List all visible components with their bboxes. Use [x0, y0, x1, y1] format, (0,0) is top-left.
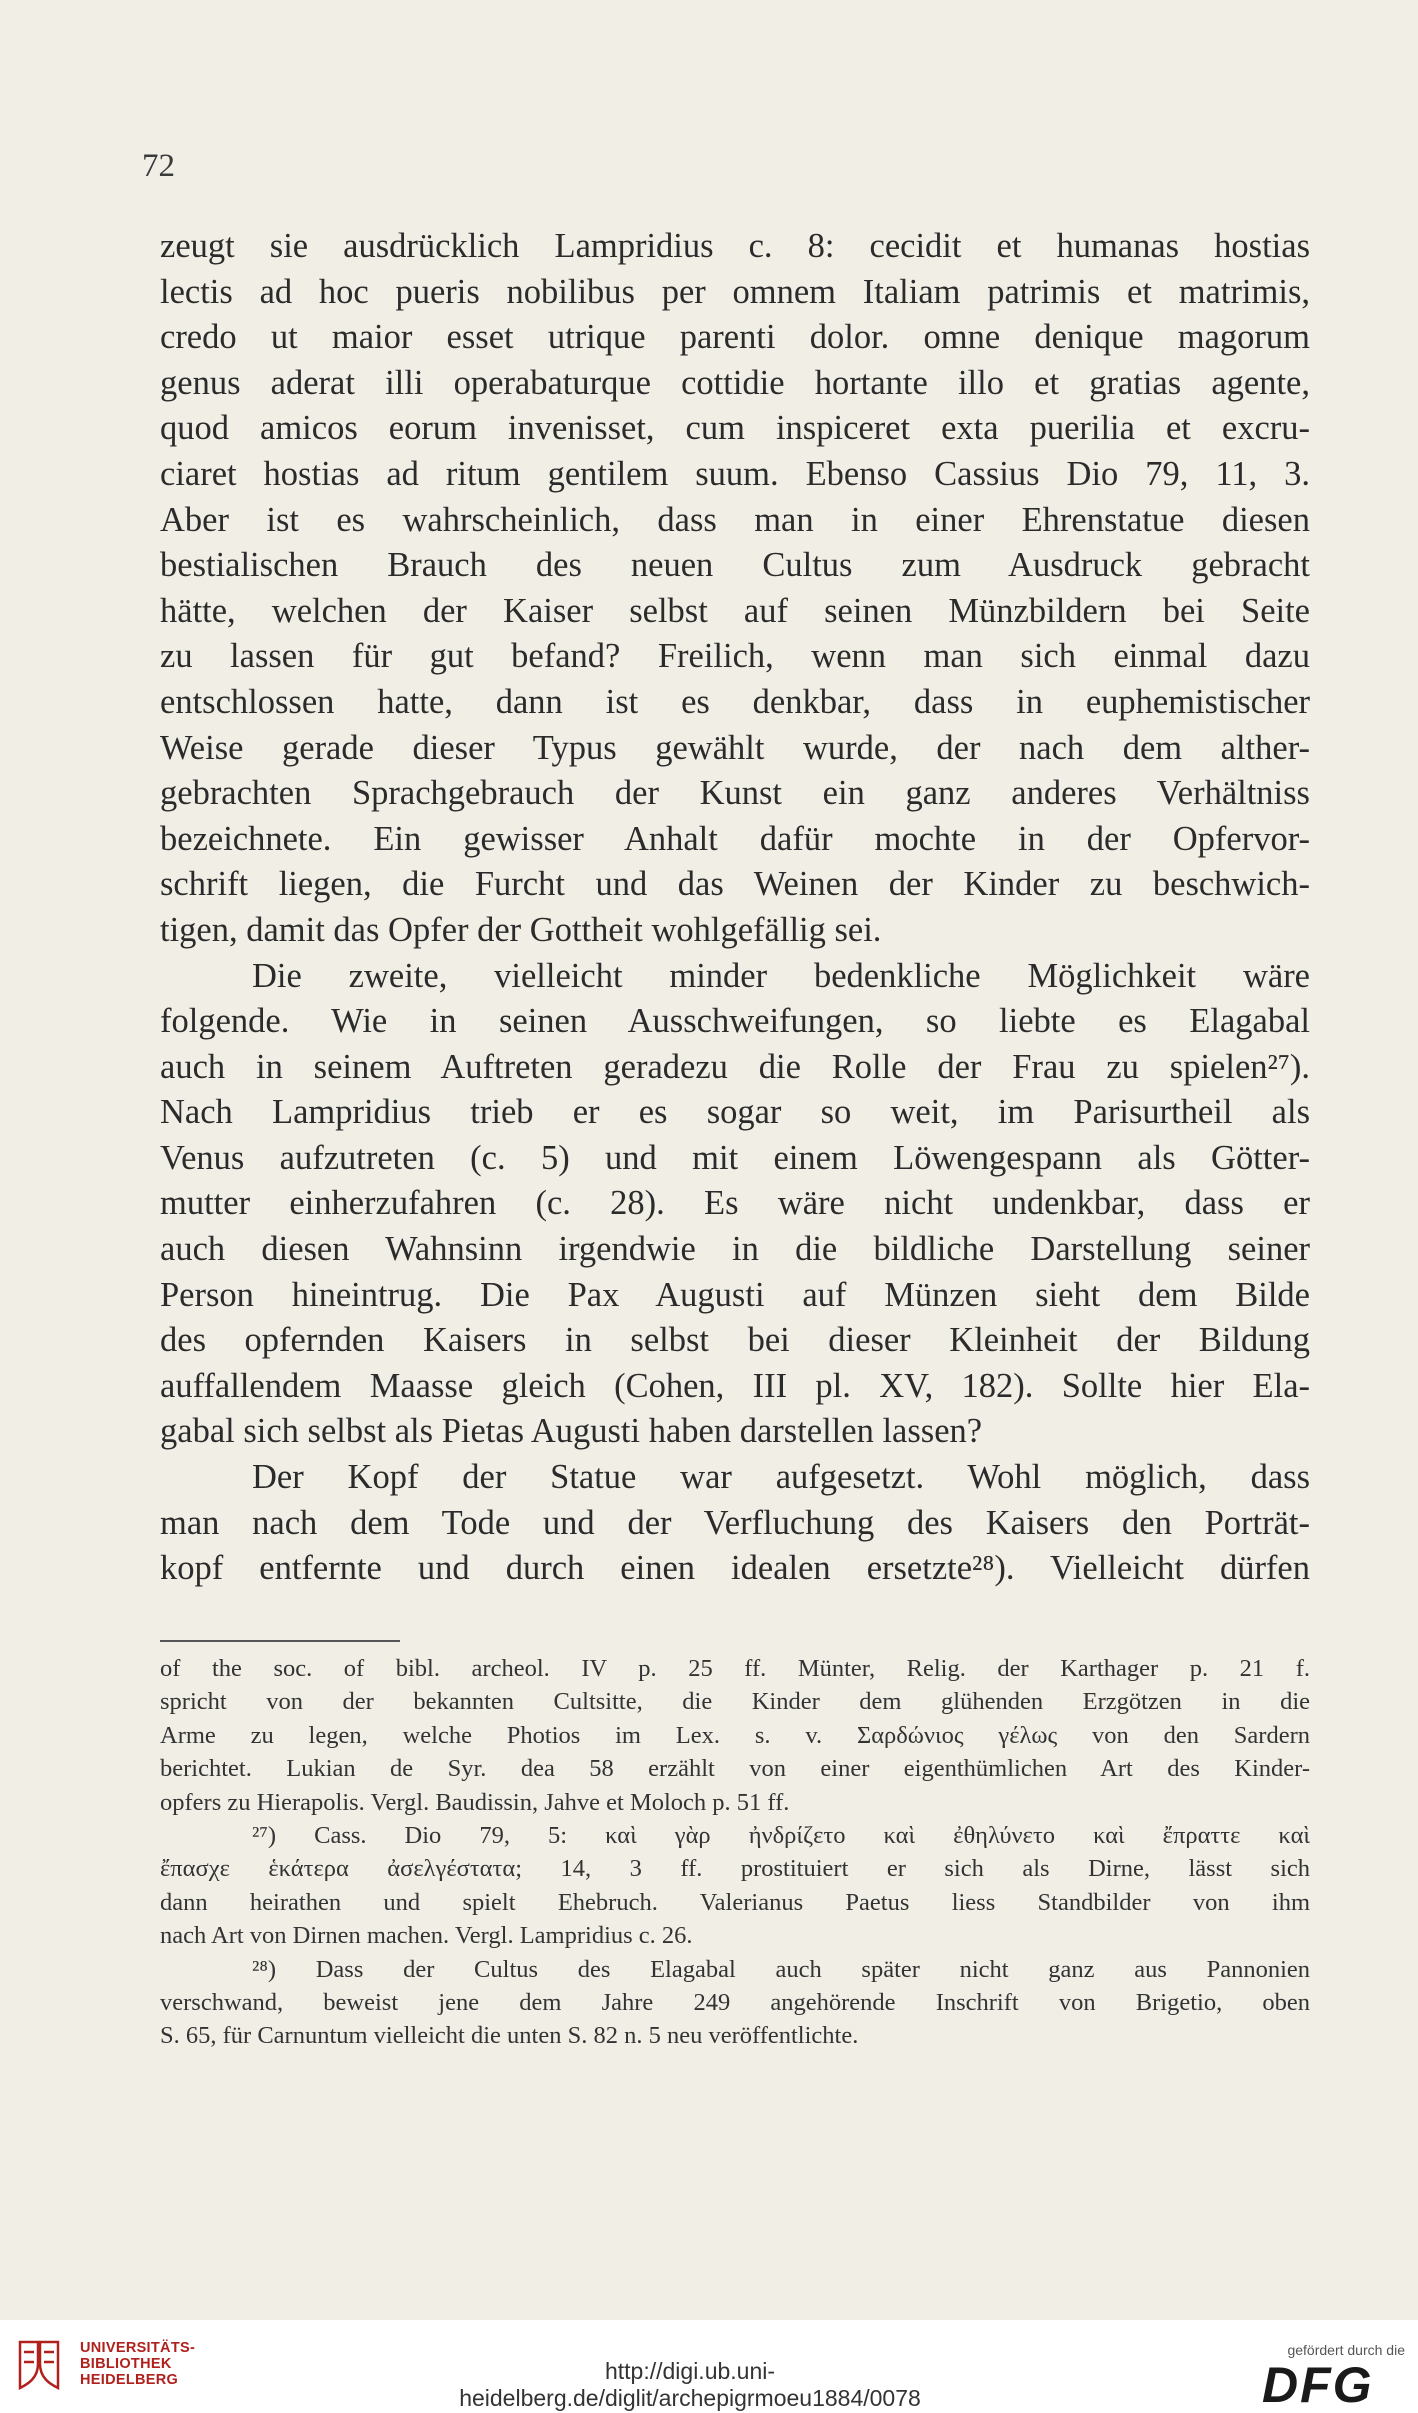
library-name-line: BIBLIOTHEK — [80, 2356, 172, 2372]
footnotes — [160, 1652, 1310, 2053]
body-line: Der Kopf der Statue war aufgesetzt. Wohl möglich, dass — [252, 1458, 1310, 1497]
footnote-line: dann heirathen und spielt Ehebruch. Valerianus Paetus liess Standbilder von ihm — [160, 1888, 1310, 1916]
body-line: entschlossen hatte, dann ist es denkbar, dass in euphemistischer — [160, 682, 1310, 721]
body-line: genus aderat illi operabaturque cottidie hortante illo et gratias agente, — [160, 363, 1310, 402]
library-name — [80, 2340, 195, 2388]
dfg-logo: DFG — [1262, 2357, 1374, 2413]
footnote-line: S. 65, für Carnuntum vielleicht die unten S. 82 n. 5 neu veröffentlichte. — [160, 2022, 859, 2050]
library-name-line: HEIDELBERG — [80, 2372, 179, 2388]
body-line: gabal sich selbst als Pietas Augusti haben darstellen lassen? — [160, 1412, 983, 1451]
body-line: Nach Lampridius trieb er es sogar so weit, im Parisurtheil als — [160, 1093, 1310, 1132]
body-line: quod amicos eorum invenisset, cum inspiceret exta puerilia et excru- — [160, 409, 1310, 448]
body-line: tigen, damit das Opfer der Gottheit wohlgefällig sei. — [160, 910, 882, 949]
source-url[interactable]: http://digi.ub.uni-heidelberg.de/diglit/archepigrmoeu1884/0078 — [459, 2358, 921, 2411]
body-line: auch in seinem Auftreten geradezu die Rolle der Frau zu spielen²⁷). — [160, 1047, 1310, 1086]
footnote-line: berichtet. Lukian de Syr. dea 58 erzählt von einer eigenthümlichen Art des Kinder- — [160, 1755, 1310, 1783]
footnote-line: of the soc. of bibl. archeol. IV p. 25 ff. Münter, Relig. der Karthager p. 21 f. — [160, 1655, 1310, 1682]
funding-note: gefördert durch die — [1287, 2342, 1405, 2358]
body-line: Person hineintrug. Die Pax Augusti auf Münzen sieht dem Bilde — [160, 1275, 1310, 1314]
body-line: man nach dem Tode und der Verfluchung des Kaisers den Porträt- — [160, 1503, 1310, 1542]
page-number: 72 — [142, 148, 175, 184]
university-seal-icon — [14, 2338, 64, 2392]
body-line: hätte, welchen der Kaiser selbst auf seinen Münzbildern bei Seite — [160, 591, 1310, 630]
footnote-line: Arme zu legen, welche Photios im Lex. s. v. Σαρδώνιος γέλως von den Sardern — [160, 1721, 1310, 1749]
body-line: zeugt sie ausdrücklich Lampridius c. 8: cecidit et humanas hostias — [160, 227, 1310, 265]
library-name-line: UNIVERSITÄTS- — [80, 2340, 196, 2356]
footnote-line: ²⁸) Dass der Cultus des Elagabal auch später nicht ganz aus Pannonien — [252, 1955, 1310, 1983]
body-line: kopf entfernte und durch einen idealen ersetzte²⁸). Vielleicht dürfen — [160, 1549, 1310, 1588]
body-line: gebrachten Sprachgebrauch der Kunst ein ganz anderes Verhältniss — [160, 774, 1310, 813]
footnote-line: verschwand, beweist jene dem Jahre 249 angehörende Inschrift von Brigetio, oben — [160, 1988, 1310, 2016]
body-line: schrift liegen, die Furcht und das Weinen der Kinder zu beschwich- — [160, 865, 1310, 904]
body-line: ciaret hostias ad ritum gentilem suum. Ebenso Cassius Dio 79, 11, 3. — [160, 454, 1310, 493]
body-line: mutter einherzufahren (c. 28). Es wäre nicht undenkbar, dass er — [160, 1184, 1310, 1223]
body-line: lectis ad hoc pueris nobilibus per omnem Italiam patrimis et matrimis, — [160, 272, 1310, 311]
body-line: zu lassen für gut befand? Freilich, wenn man sich einmal dazu — [160, 637, 1310, 676]
body-line: auch diesen Wahnsinn irgendwie in die bildliche Darstellung seiner — [160, 1230, 1310, 1269]
body-line: bestialischen Brauch des neuen Cultus zum Ausdruck gebracht — [160, 546, 1310, 585]
footnote-line: opfers zu Hierapolis. Vergl. Baudissin, Jahve et Moloch p. 51 ff. — [160, 1788, 790, 1816]
footnote-line: nach Art von Dirnen machen. Vergl. Lampridius c. 26. — [160, 1922, 693, 1950]
body-line: folgende. Wie in seinen Ausschweifungen, so liebte es Elagabal — [160, 1002, 1310, 1041]
footnote-line: ²⁷) Cass. Dio 79, 5: καὶ γὰρ ἠνδρίζετο καὶ ἐθηλύνετο καὶ ἔπραττε καὶ — [252, 1821, 1310, 1849]
body-line: des opfernden Kaisers in selbst bei dieser Kleinheit der Bildung — [160, 1321, 1310, 1360]
body-line: auffallendem Maasse gleich (Cohen, III pl. XV, 182). Sollte hier Ela- — [160, 1366, 1310, 1405]
body-line: Venus aufzutreten (c. 5) und mit einem Löwengespann als Götter- — [160, 1138, 1310, 1177]
footnote-divider — [160, 1640, 400, 1642]
footnote-line: ἔπασχε ἑκάτερα ἀσελγέστατα; 14, 3 ff. prostituiert er sich als Dirne, lässt sich — [160, 1855, 1310, 1883]
body-text — [160, 224, 1310, 1592]
body-line: Weise gerade dieser Typus gewählt wurde, der nach dem alther- — [160, 728, 1310, 767]
footnote-line: spricht von der bekannten Cultsitte, die Kinder dem glühenden Erzgötzen in die — [160, 1688, 1310, 1716]
body-line: bezeichnete. Ein gewisser Anhalt dafür mochte in der Opfervor- — [160, 819, 1310, 858]
body-line: Die zweite, vielleicht minder bedenkliche Möglichkeit wäre — [252, 956, 1310, 995]
body-line: Aber ist es wahrscheinlich, dass man in einer Ehrenstatue diesen — [160, 500, 1310, 539]
body-line: credo ut maior esset utrique parenti dolor. omne denique magorum — [160, 318, 1310, 357]
